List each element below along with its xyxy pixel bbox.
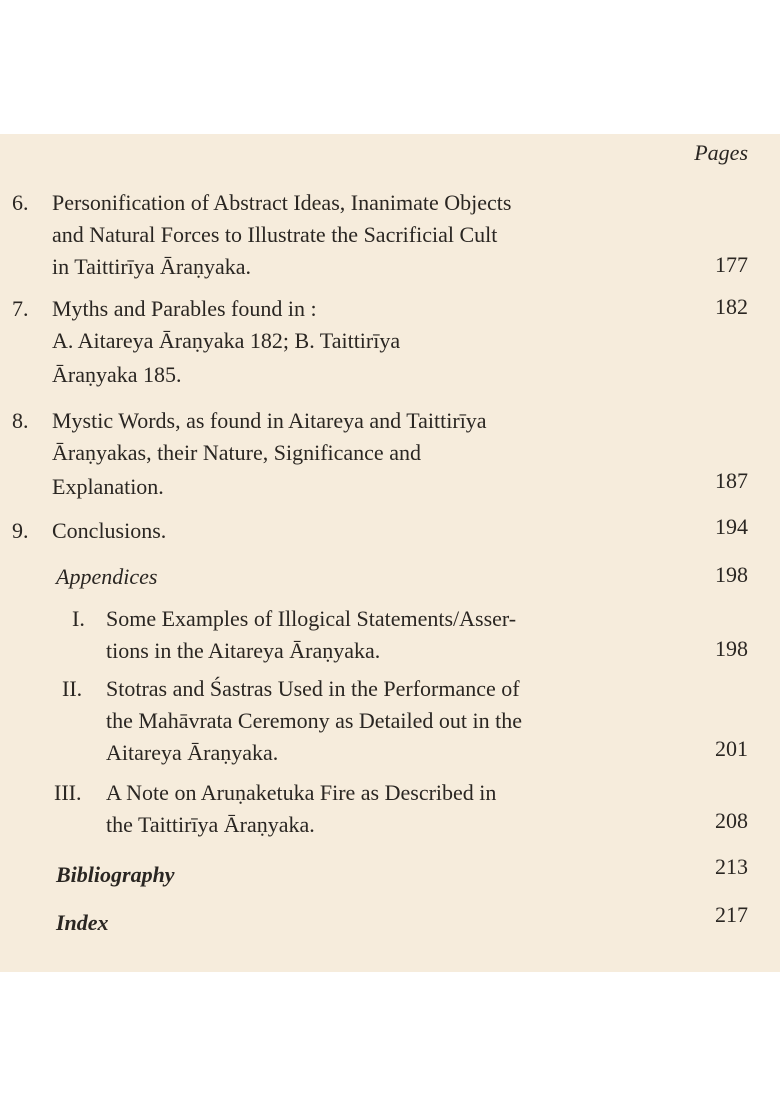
appendix-line: Stotras and Śastras Used in the Performance of xyxy=(106,676,520,701)
appendix-line: Some Examples of Illogical Statements/Asser- xyxy=(106,606,517,631)
appendix-number: I. xyxy=(72,606,85,631)
entry-number: 7. xyxy=(12,296,29,321)
entry-line: and Natural Forces to Illustrate the Sacrificial Cult xyxy=(52,222,498,247)
entry-page: 177 xyxy=(715,252,748,277)
bibliography-title: Bibliography xyxy=(56,862,175,887)
appendix-page: 201 xyxy=(715,736,748,761)
appendix-page: 198 xyxy=(715,636,748,661)
entry-line: Āraṇyakas, their Nature, Significance and xyxy=(52,440,421,465)
index-title: Index xyxy=(56,910,109,935)
appendix-line: the Taittirīya Āraṇyaka. xyxy=(106,812,315,837)
entry-number: 8. xyxy=(12,408,29,433)
appendix-number: II. xyxy=(62,676,83,701)
entry-line: Personification of Abstract Ideas, Inanimate Objects xyxy=(52,190,512,215)
entry-line: Explanation. xyxy=(52,474,164,499)
entry-line: Conclusions. xyxy=(52,518,167,543)
entry-page: 182 xyxy=(715,294,748,319)
index-page: 217 xyxy=(715,902,748,927)
pages-column-header: Pages xyxy=(694,140,748,165)
bibliography-page: 213 xyxy=(715,854,748,879)
entry-line: Āraṇyaka 185. xyxy=(52,362,182,387)
entry-number: 9. xyxy=(12,518,29,543)
appendices-title: Appendices xyxy=(56,564,158,589)
appendix-line: A Note on Aruṇaketuka Fire as Described in xyxy=(106,780,497,805)
entry-page: 194 xyxy=(715,514,748,539)
toc-page xyxy=(0,134,780,972)
entry-line: in Taittirīya Āraṇyaka. xyxy=(52,254,252,279)
appendices-page: 198 xyxy=(715,562,748,587)
appendix-line: the Mahāvrata Ceremony as Detailed out in the xyxy=(106,708,523,733)
entry-line: Myths and Parables found in : xyxy=(52,296,317,321)
appendix-number: III. xyxy=(54,780,82,805)
entry-line: Mystic Words, as found in Aitareya and Taittirīya xyxy=(52,408,487,433)
entry-page: 187 xyxy=(715,468,748,493)
entry-number: 6. xyxy=(12,190,29,215)
appendix-line: Aitareya Āraṇyaka. xyxy=(106,740,279,765)
appendix-line: tions in the Aitareya Āraṇyaka. xyxy=(106,638,381,663)
entry-line: A. Aitareya Āraṇyaka 182; B. Taittirīya xyxy=(52,328,401,353)
appendix-page: 208 xyxy=(715,808,748,833)
